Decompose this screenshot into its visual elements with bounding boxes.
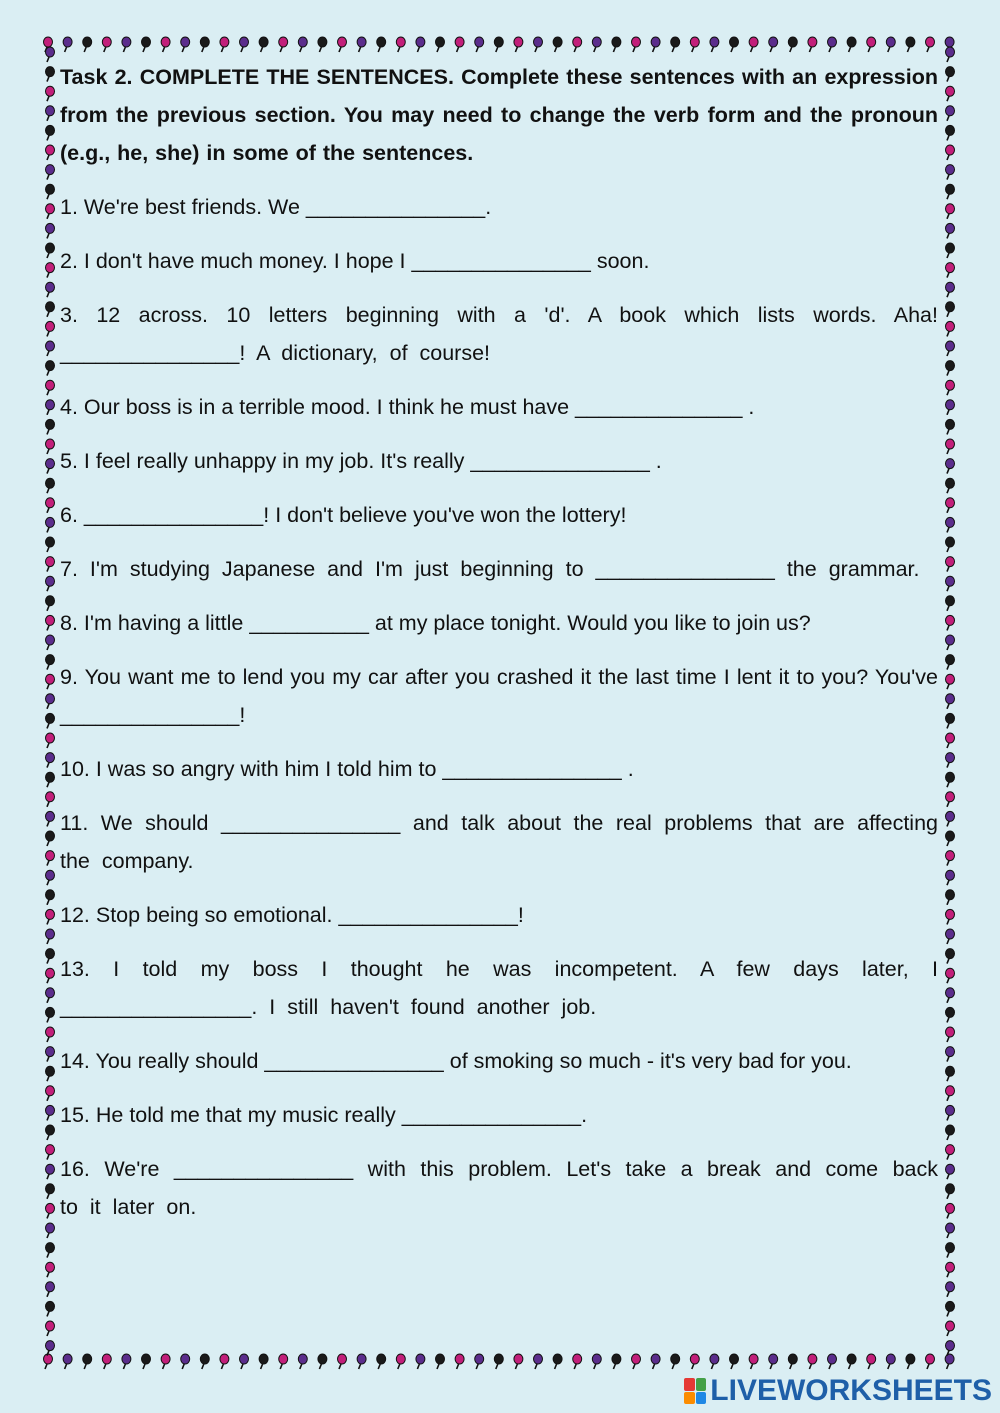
border-ornament-icon <box>102 37 111 52</box>
border-ornament-icon <box>46 1086 55 1101</box>
border-ornament-icon <box>46 772 55 787</box>
border-ornament-icon <box>946 1086 955 1101</box>
border-ornament-icon <box>46 655 55 670</box>
border-ornament-icon <box>102 1354 111 1369</box>
border-ornament-icon <box>46 1105 55 1120</box>
liveworksheets-logo <box>684 1373 992 1409</box>
border-ornament-icon <box>46 929 55 944</box>
border-ornament-icon <box>946 67 955 82</box>
sentence-2[interactable]: 2. I don't have much money. I hope I _______________ soon. <box>60 249 650 273</box>
border-ornament-icon <box>946 811 955 826</box>
border-ornament-icon <box>279 1354 288 1369</box>
border-ornament-icon <box>416 37 425 52</box>
border-ornament-icon <box>46 165 55 180</box>
border-ornament-icon <box>46 478 55 493</box>
border-ornament-icon <box>259 37 268 52</box>
border-ornament-icon <box>690 1354 699 1369</box>
border-ornament-icon <box>946 792 955 807</box>
border-ornament-icon <box>46 988 55 1003</box>
border-ornament-icon <box>46 811 55 826</box>
border-ornament-icon <box>946 1105 955 1120</box>
border-ornament-icon <box>573 37 582 52</box>
border-ornament-icon <box>46 263 55 278</box>
border-ornament-icon <box>946 694 955 709</box>
border-ornament-icon <box>298 37 307 52</box>
border-ornament-icon <box>514 37 523 52</box>
border-ornament-icon <box>46 1047 55 1062</box>
border-ornament-icon <box>46 1027 55 1042</box>
border-ornament-icon <box>946 772 955 787</box>
border-ornament-icon <box>46 1125 55 1140</box>
border-ornament-icon <box>46 557 55 572</box>
sentence-8[interactable]: 8. I'm having a little __________ at my place tonight. Would you like to join us? <box>60 611 811 635</box>
border-ornament-icon <box>357 37 366 52</box>
border-ornament-icon <box>828 1354 837 1369</box>
sentence-7[interactable]: 7. I'm studying Japanese and I'm just beginning to _______________ the grammar. <box>60 557 920 581</box>
border-ornament-icon <box>357 1354 366 1369</box>
border-ornament-icon <box>749 1354 758 1369</box>
border-ornament-icon <box>279 37 288 52</box>
border-ornament-icon <box>730 37 739 52</box>
border-ornament-icon <box>318 37 327 52</box>
border-ornament-icon <box>377 37 386 52</box>
border-ornament-icon <box>46 1282 55 1297</box>
border-ornament-icon <box>553 1354 562 1369</box>
border-ornament-icon <box>946 1066 955 1081</box>
border-ornament-icon <box>46 1262 55 1277</box>
border-ornament-icon <box>46 615 55 630</box>
border-ornament-icon <box>46 753 55 768</box>
border-ornament-icon <box>46 184 55 199</box>
border-ornament-icon <box>671 1354 680 1369</box>
border-ornament-icon <box>946 890 955 905</box>
decorative-border-left <box>40 46 60 1357</box>
sentence-14[interactable]: 14. You really should _______________ of smoking so much - it's very bad for you. <box>60 1049 852 1073</box>
border-ornament-icon <box>534 37 543 52</box>
border-ornament-icon <box>730 1354 739 1369</box>
border-ornament-icon <box>946 949 955 964</box>
border-ornament-icon <box>946 557 955 572</box>
border-ornament-icon <box>946 361 955 376</box>
border-ornament-icon <box>906 37 915 52</box>
border-ornament-icon <box>46 86 55 101</box>
border-ornament-icon <box>946 125 955 140</box>
border-ornament-icon <box>46 831 55 846</box>
border-ornament-icon <box>749 37 758 52</box>
border-ornament-icon <box>946 439 955 454</box>
border-ornament-icon <box>142 37 151 52</box>
border-ornament-icon <box>46 694 55 709</box>
border-ornament-icon <box>946 870 955 885</box>
border-ornament-icon <box>396 37 405 52</box>
border-ornament-icon <box>946 223 955 238</box>
border-ornament-icon <box>63 37 72 52</box>
border-ornament-icon <box>161 37 170 52</box>
border-ornament-icon <box>808 37 817 52</box>
border-ornament-icon <box>946 419 955 434</box>
border-ornament-icon <box>318 1354 327 1369</box>
border-ornament-icon <box>946 1145 955 1160</box>
border-ornament-icon <box>46 1223 55 1238</box>
sentence-16[interactable]: 16. We're _______________ with this problem. Let's take a break and come back to it later on. <box>60 1157 938 1219</box>
border-ornament-icon <box>710 37 719 52</box>
border-ornament-icon <box>436 1354 445 1369</box>
border-ornament-icon <box>946 321 955 336</box>
border-ornament-icon <box>710 1354 719 1369</box>
border-ornament-icon <box>455 37 464 52</box>
border-ornament-icon <box>46 439 55 454</box>
border-ornament-icon <box>946 86 955 101</box>
border-ornament-icon <box>46 851 55 866</box>
border-ornament-icon <box>946 380 955 395</box>
border-ornament-icon <box>946 1184 955 1199</box>
border-ornament-icon <box>632 37 641 52</box>
border-ornament-icon <box>46 419 55 434</box>
border-ornament-icon <box>200 37 209 52</box>
border-ornament-icon <box>769 1354 778 1369</box>
border-ornament-icon <box>867 1354 876 1369</box>
border-ornament-icon <box>46 870 55 885</box>
border-ornament-icon <box>886 37 895 52</box>
border-ornament-icon <box>83 37 92 52</box>
border-ornament-icon <box>46 909 55 924</box>
border-ornament-icon <box>946 302 955 317</box>
border-ornament-icon <box>46 204 55 219</box>
border-ornament-icon <box>46 537 55 552</box>
border-ornament-icon <box>494 1354 503 1369</box>
border-ornament-icon <box>181 1354 190 1369</box>
border-ornament-icon <box>788 1354 797 1369</box>
border-ornament-icon <box>46 243 55 258</box>
border-ornament-icon <box>220 1354 229 1369</box>
border-ornament-icon <box>46 890 55 905</box>
border-ornament-icon <box>946 282 955 297</box>
border-ornament-icon <box>46 341 55 356</box>
sentence-9[interactable]: 9. You want me to lend you my car after you crashed it the last time I lent it to you? You've _______________! <box>60 665 938 727</box>
worksheet-content <box>60 58 938 1242</box>
border-ornament-icon <box>377 1354 386 1369</box>
border-ornament-icon <box>946 851 955 866</box>
border-ornament-icon <box>946 1164 955 1179</box>
border-ornament-icon <box>946 1262 955 1277</box>
border-ornament-icon <box>259 1354 268 1369</box>
sentence-12[interactable]: 12. Stop being so emotional. _______________! <box>60 903 524 927</box>
border-ornament-icon <box>946 106 955 121</box>
border-ornament-icon <box>946 929 955 944</box>
border-ornament-icon <box>46 968 55 983</box>
border-ornament-icon <box>46 674 55 689</box>
decorative-border-right <box>940 46 960 1357</box>
border-ornament-icon <box>573 1354 582 1369</box>
border-ornament-icon <box>46 1007 55 1022</box>
decorative-border-top <box>42 34 958 54</box>
border-ornament-icon <box>946 1282 955 1297</box>
border-ornament-icon <box>946 341 955 356</box>
border-ornament-icon <box>46 380 55 395</box>
border-ornament-icon <box>651 37 660 52</box>
border-ornament-icon <box>946 1243 955 1258</box>
border-ornament-icon <box>46 321 55 336</box>
border-ornament-icon <box>46 400 55 415</box>
border-ornament-icon <box>46 1203 55 1218</box>
border-ornament-icon <box>847 1354 856 1369</box>
border-ornament-icon <box>46 596 55 611</box>
border-ornament-icon <box>946 596 955 611</box>
border-ornament-icon <box>847 37 856 52</box>
sentence-15[interactable]: 15. He told me that my music really _______________. <box>60 1103 588 1127</box>
border-ornament-icon <box>788 37 797 52</box>
sentence-1[interactable]: 1. We're best friends. We _______________. <box>60 195 492 219</box>
border-ornament-icon <box>46 733 55 748</box>
border-ornament-icon <box>946 1223 955 1238</box>
border-ornament-icon <box>632 1354 641 1369</box>
border-ornament-icon <box>46 106 55 121</box>
border-ornament-icon <box>592 37 601 52</box>
border-ornament-icon <box>946 831 955 846</box>
border-ornament-icon <box>592 1354 601 1369</box>
border-ornament-icon <box>46 1145 55 1160</box>
border-ornament-icon <box>475 1354 484 1369</box>
border-ornament-icon <box>946 1125 955 1140</box>
border-ornament-icon <box>455 1354 464 1369</box>
sentence-13[interactable]: 13. I told my boss I thought he was incompetent. A few days later, I ________________. I still haven't found another job. <box>60 957 938 1019</box>
border-ornament-icon <box>142 1354 151 1369</box>
border-ornament-icon <box>906 1354 915 1369</box>
border-ornament-icon <box>651 1354 660 1369</box>
border-ornament-icon <box>946 1203 955 1218</box>
sentence-6[interactable]: 6. _______________! I don't believe you've won the lottery! <box>60 503 627 527</box>
border-ornament-icon <box>46 1321 55 1336</box>
border-ornament-icon <box>46 459 55 474</box>
border-ornament-icon <box>867 37 876 52</box>
border-ornament-icon <box>946 243 955 258</box>
border-ornament-icon <box>946 498 955 513</box>
border-ornament-icon <box>46 1243 55 1258</box>
border-ornament-icon <box>338 37 347 52</box>
border-ornament-icon <box>946 733 955 748</box>
border-ornament-icon <box>946 400 955 415</box>
logo-badge-icon <box>684 1378 706 1404</box>
border-ornament-icon <box>946 968 955 983</box>
sentence-10[interactable]: 10. I was so angry with him I told him to _______________ . <box>60 757 634 781</box>
border-ornament-icon <box>46 67 55 82</box>
border-ornament-icon <box>612 1354 621 1369</box>
border-ornament-icon <box>946 459 955 474</box>
border-ornament-icon <box>240 1354 249 1369</box>
border-ornament-icon <box>946 1027 955 1042</box>
border-ornament-icon <box>46 145 55 160</box>
border-ornament-icon <box>298 1354 307 1369</box>
border-ornament-icon <box>122 1354 131 1369</box>
border-ornament-icon <box>769 37 778 52</box>
border-ornament-icon <box>181 37 190 52</box>
border-ornament-icon <box>46 1164 55 1179</box>
border-ornament-icon <box>946 1301 955 1316</box>
border-ornament-icon <box>514 1354 523 1369</box>
border-ornament-icon <box>946 615 955 630</box>
border-ornament-icon <box>416 1354 425 1369</box>
border-ornament-icon <box>46 792 55 807</box>
border-ornament-icon <box>926 37 935 52</box>
border-ornament-icon <box>46 635 55 650</box>
border-ornament-icon <box>612 37 621 52</box>
border-ornament-icon <box>46 1341 55 1356</box>
border-ornament-icon <box>240 37 249 52</box>
border-ornament-icon <box>946 909 955 924</box>
border-ornament-icon <box>946 1341 955 1356</box>
logo-text: LIVEWORKSHEETS <box>710 1374 992 1407</box>
border-ornament-icon <box>946 635 955 650</box>
border-ornament-icon <box>46 125 55 140</box>
border-ornament-icon <box>46 517 55 532</box>
sentence-4[interactable]: 4. Our boss is in a terrible mood. I think he must have ______________ . <box>60 395 755 419</box>
border-ornament-icon <box>808 1354 817 1369</box>
border-ornament-icon <box>946 1007 955 1022</box>
border-ornament-icon <box>553 37 562 52</box>
border-ornament-icon <box>46 1066 55 1081</box>
border-ornament-icon <box>946 1047 955 1062</box>
border-ornament-icon <box>46 949 55 964</box>
border-ornament-icon <box>436 37 445 52</box>
sentence-5[interactable]: 5. I feel really unhappy in my job. It's really _______________ . <box>60 449 662 473</box>
border-ornament-icon <box>494 37 503 52</box>
border-ornament-icon <box>200 1354 209 1369</box>
border-ornament-icon <box>946 655 955 670</box>
border-ornament-icon <box>946 145 955 160</box>
task-instructions: Task 2. COMPLETE THE SENTENCES. Complete these sentences with an expression from the previous section. You may need to change the verb form and the pronoun (e.g., he, she) in some of the sentences. <box>60 65 938 165</box>
border-ornament-icon <box>475 37 484 52</box>
border-ornament-icon <box>63 1354 72 1369</box>
border-ornament-icon <box>946 988 955 1003</box>
border-ornament-icon <box>46 302 55 317</box>
border-ornament-icon <box>46 47 55 62</box>
sentence-3[interactable]: 3. 12 across. 10 letters beginning with a 'd'. A book which lists words. Aha! _______________! A dictionary, of course! <box>60 303 938 365</box>
border-ornament-icon <box>946 537 955 552</box>
border-ornament-icon <box>46 576 55 591</box>
sentence-11[interactable]: 11. We should _______________ and talk about the real problems that are affecting the company. <box>60 811 938 873</box>
border-ornament-icon <box>828 37 837 52</box>
border-ornament-icon <box>946 753 955 768</box>
border-ornament-icon <box>534 1354 543 1369</box>
border-ornament-icon <box>946 713 955 728</box>
border-ornament-icon <box>220 37 229 52</box>
border-ornament-icon <box>690 37 699 52</box>
border-ornament-icon <box>886 1354 895 1369</box>
border-ornament-icon <box>946 47 955 62</box>
border-ornament-icon <box>46 1301 55 1316</box>
border-ornament-icon <box>946 674 955 689</box>
border-ornament-icon <box>946 263 955 278</box>
border-ornament-icon <box>46 282 55 297</box>
border-ornament-icon <box>946 478 955 493</box>
border-ornament-icon <box>926 1354 935 1369</box>
border-ornament-icon <box>46 713 55 728</box>
border-ornament-icon <box>338 1354 347 1369</box>
border-ornament-icon <box>946 184 955 199</box>
border-ornament-icon <box>946 1321 955 1336</box>
decorative-border-bottom <box>42 1351 958 1371</box>
border-ornament-icon <box>46 223 55 238</box>
border-ornament-icon <box>946 204 955 219</box>
border-ornament-icon <box>46 498 55 513</box>
border-ornament-icon <box>946 576 955 591</box>
border-ornament-icon <box>122 37 131 52</box>
border-ornament-icon <box>671 37 680 52</box>
border-ornament-icon <box>83 1354 92 1369</box>
border-ornament-icon <box>946 165 955 180</box>
border-ornament-icon <box>46 1184 55 1199</box>
border-ornament-icon <box>161 1354 170 1369</box>
border-ornament-icon <box>46 361 55 376</box>
border-ornament-icon <box>946 517 955 532</box>
border-ornament-icon <box>396 1354 405 1369</box>
